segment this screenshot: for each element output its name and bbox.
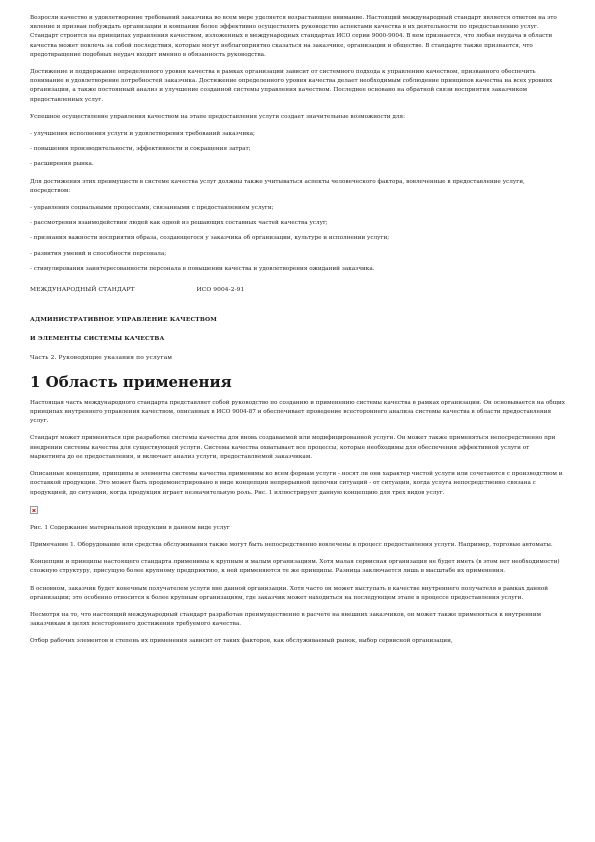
bullet-item: - рассмотрения взаимодействия людей как одной из решающих составных частей качества услуг; <box>30 220 328 227</box>
intro-paragraph-3: Успешное осуществление управления качеством на этапе предоставления услуги создает значительные возможности для: <box>30 113 405 120</box>
doc-title-line-1: АДМИНИСТРАТИВНОЕ УПРАВЛЕНИЕ КАЧЕСТВОМ <box>30 316 217 324</box>
standard-label: МЕЖДУНАРОДНЫЙ СТАНДАРТ <box>30 287 135 294</box>
section-paragraph-5: Концепции и принципы настоящего стандарта применимы к крупным и малым организациям. Хотя малая сервисная организация не будет иметь (в этом нет необходимости) сложную структуру, присущую более крупному предприятию, к ней применяются те же принципы. Разница заключается лишь в масштабе их применения. <box>30 559 560 575</box>
section-paragraph-8: Отбор рабочих элементов и степень их применения зависит от таких факторов, как обслуживаемый рынок, выбор сервисной организации, <box>30 638 453 645</box>
intro-paragraph-1: Возросли качество и удовлетворение требований заказчика во всем мере уделяется возрастающее внимание. Настоящий международный стандарт является ответом на это явление и призван побуждать организации и компании более эффективно осуществлять руководство аспектами качества в их деятельности по предоставлению услуг. Стандарт строится на принципах управления качеством, изложенных в международных стандартах ИСО серии 9000-9004. В нем признается, что любая неудача в области качества может повлечь за собой последствия, которые могут неблагоприятно сказаться на заказчике, организации и обществе. В стандарте также признается, что предотвращение подобных неудач входит именно в обязанность руководства. <box>30 15 557 58</box>
section-paragraph-7: Несмотря на то, что настоящий международный стандарт разработан преимущественно в расчете на внешних заказчиков, он может также применяться к внутренним заказчикам в целях всестороннего достижения требуемого качества. <box>30 611 542 628</box>
bullet-item: - повышения производительности, эффективности и сокращения затрат; <box>30 146 251 153</box>
section-paragraph-3: Описанные концепции, принципы и элементы системы качества применимы ко всем формам услуги - носят ли они характер чистой услуги или сочетаются с производством и поставкой продукции. Это может быть продемонстрировано в виде концепции непрерывной цепочки ситуаций - от ситуации, когда услуга непосредственно связана с продукцией, до ситуации, когда продукция играет незначительную роль. Рис. 1 иллюстрирует данную концепцию для трех видов услуг. <box>30 471 563 496</box>
bullet-item: - признания важности восприятия образа, создающегося у заказчика об организации, культуре и исполнении услуги; <box>30 235 390 242</box>
section-paragraph-1: Настоящая часть международного стандарта представляет собой руководство по созданию и применению системы качества в рамках организации. Он основывается на общих принципах внутреннего управления качеством, описанных в ИСО 9004-87 и обеспечивает проведение всестороннего анализа системы качества в области предоставления услуг. <box>30 399 565 425</box>
bullet-item: - управления социальными процессами, связанными с предоставлением услуги; <box>30 205 274 212</box>
bullet-item: - стимулирования заинтересованности персонала в повышении качества и удовлетворения ожиданий заказчика. <box>30 265 375 272</box>
section-heading: 1 Область применения <box>30 372 232 391</box>
doc-title-line-2: И ЭЛЕМЕНТЫ СИСТЕМЫ КАЧЕСТВА <box>30 335 165 343</box>
figure-caption: Рис. 1 Содержание материальной продукции в данном виде услуг <box>30 524 230 531</box>
section-paragraph-2: Стандарт может применяться при разработке системы качества для вновь создаваемой или модифицированной услуги. Он может также применяться непосредственно при внедрении системы качества для существующей услуги. Система качества охватывает все процессы, которые необходимы для обеспечения эффективной услуги от маркетинга до ее предоставления, и включает анализ услуги, предоставляемой заказчикам. <box>30 435 556 460</box>
standard-line <box>30 286 565 295</box>
standard-code: ИСО 9004-2-91 <box>196 287 245 294</box>
bullet-item: - улучшения исполнения услуги и удовлетворения требований заказчика; <box>30 131 255 138</box>
bullet-item: - развития умений и способности персонала; <box>30 250 167 257</box>
intro-paragraph-4: Для достижения этих преимуществ в системе качества услуг должны также учитываться аспекты человеческого фактора, вовлеченные в предоставление услуги, посредством: <box>30 178 525 194</box>
intro-paragraph-2: Достижение и поддержание определенного уровня качества в рамках организации зависит от системного подхода к управлению качеством, призванного обеспечить понимание и удовлетворение потребностей заказчика. Достижение определенного уровня качества делает необходимым соблюдение принципов качества на всех уровнях организации, а также постоянный анализ и улучшение созданной системы управления качеством. Последнее основано на обратной связи восприятия заказчиком предоставленных услуг. <box>30 69 553 103</box>
section-paragraph-6: В основном, заказчик будет конечным получателем услуги вне данной организации. Хотя часто он может выступать в качестве внутреннего получателя в рамках данной организации; это особенно относится к более крупным организациям, где заказчик может находиться на последующем этапе в процессе предоставления услуги. <box>30 585 549 601</box>
doc-title-line-3: Часть 2. Руководящие указания по услугам <box>30 354 173 361</box>
note-paragraph: Примечание 1. Оборудование или средства обслуживания также могут быть непосредственно вовлечены в процесс предоставления услуги. Например, торговые автоматы. <box>30 541 553 548</box>
bullet-item: - расширения рынка. <box>30 161 94 168</box>
broken-image-icon <box>30 506 38 514</box>
